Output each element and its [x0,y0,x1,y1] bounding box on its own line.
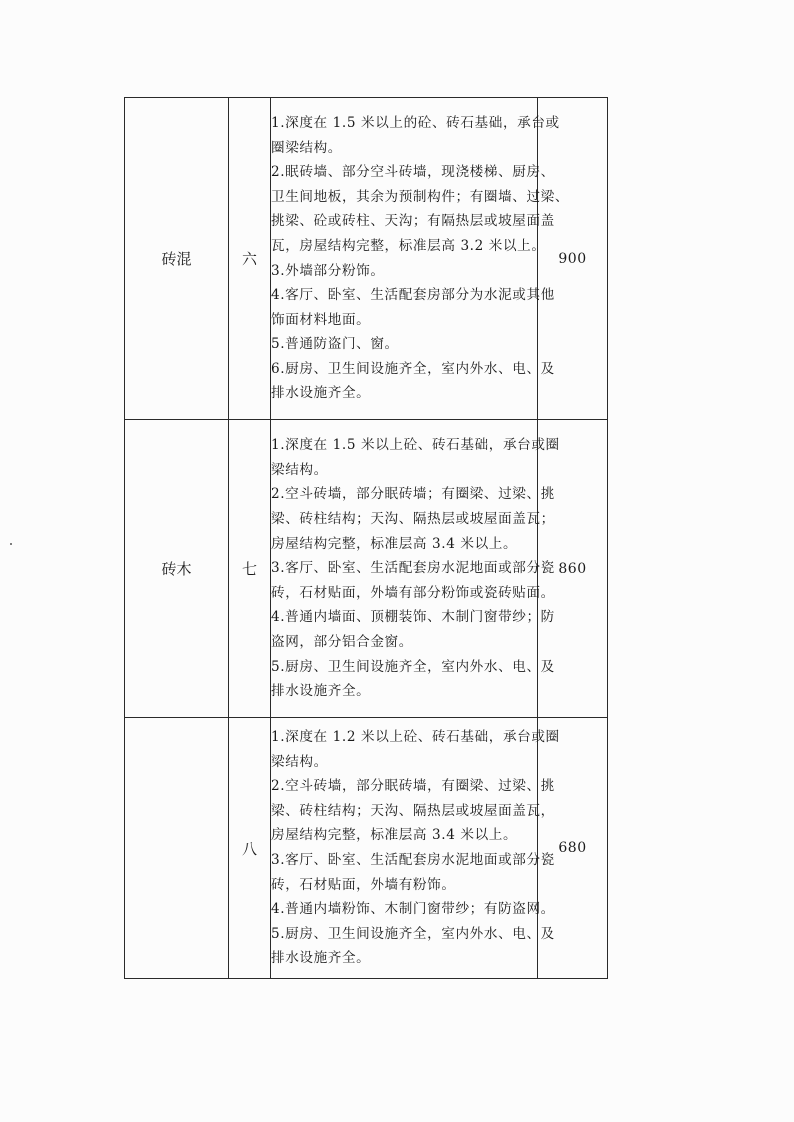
building-standard-table [124,97,608,979]
structure-type-cell [125,718,229,979]
grade-cell: 六 [229,98,271,420]
description-line: 砖，石材贴面，外墙有粉饰。 [271,876,456,893]
description-cell [271,420,560,718]
description-line: 2.空斗砖墙，部分眠砖墙；有圈梁、过梁、挑 [271,486,555,503]
description-line: 5.厨房、卫生间设施齐全，室内外水、电、及 [271,658,555,675]
description-line: 卫生间地板，其余为预制构件；有圈墙、过梁、 [271,188,570,205]
description-line: 3.客厅、卧室、生活配套房水泥地面或部分瓷 [271,852,555,868]
description-line: 4.普通内墙面、顶棚装饰、木制门窗带纱；防 [271,609,555,626]
description-line: 梁结构。 [271,461,328,478]
description-line: 2.眠砖墙、部分空斗砖墙，现浇楼梯、厨房、 [271,164,555,181]
grade-cell: 八 [229,718,271,979]
table-row [125,718,608,979]
description-line: 盗网，部分铝合金窗。 [271,633,413,650]
description-line: 梁、砖柱结构；天沟、隔热层或坡屋面盖瓦； [271,511,555,528]
description-line: 1.深度在 1.5 米以上砼、砖石基础，承台或圈 [271,437,560,454]
grade-cell: 七 [229,420,271,718]
description-line: 排水设施齐全。 [271,385,371,402]
description-line: 4.普通内墙粉饰、木制门窗带纱；有防盗网。 [271,901,555,918]
description-line: 1.深度在 1.2 米以上砼、砖石基础，承台或圈 [271,729,560,746]
description-line: 排水设施齐全。 [271,950,371,967]
description-line: 排水设施齐全。 [271,683,371,700]
description-cell [271,718,560,979]
description-line: 梁结构。 [271,753,328,770]
description-line: 5.厨房、卫生间设施齐全，室内外水、电、及 [271,925,555,942]
table-row [125,420,608,718]
description-line: 3.外墙部分粉饰。 [271,262,385,279]
description-line: 房屋结构完整，标准层高 3.4 米以上。 [271,535,518,552]
price-cell: 680 [538,718,608,979]
description-line: 圈梁结构。 [271,139,342,156]
price-cell: 900 [538,98,608,420]
description-line: 4.客厅、卧室、生活配套房部分为水泥或其他 [271,287,555,304]
description-line: 瓦，房屋结构完整，标准层高 3.2 米以上。 [271,237,546,254]
description-line: 砖，石材贴面，外墙有部分粉饰或瓷砖贴面。 [271,584,555,601]
description-cell [271,98,570,420]
structure-type-cell: 砖木 [125,420,229,718]
description-line: 饰面材料地面。 [271,311,371,328]
description-line: 挑梁、砼或砖柱、天沟；有隔热层或坡屋面盖 [271,213,555,230]
description-line: 3.客厅、卧室、生活配套房水泥地面或部分瓷 [271,560,555,577]
description-line: 梁、砖柱结构；天沟、隔热层或坡屋面盖瓦， [271,802,555,819]
description-line: 6.厨房、卫生间设施齐全，室内外水、电、及 [271,360,555,377]
description-line: 1.深度在 1.5 米以上的砼、砖石基础，承台或 [271,114,560,131]
structure-type-cell: 砖混 [125,98,229,420]
description-line: 2.空斗砖墙，部分眠砖墙，有圈梁、过梁、挑 [271,778,555,795]
description-line: 5.普通防盗门、窗。 [271,336,399,353]
scan-speck [10,543,12,545]
description-line: 房屋结构完整，标准层高 3.4 米以上。 [271,827,518,844]
table-row [125,98,608,420]
price-cell: 860 [538,420,608,718]
